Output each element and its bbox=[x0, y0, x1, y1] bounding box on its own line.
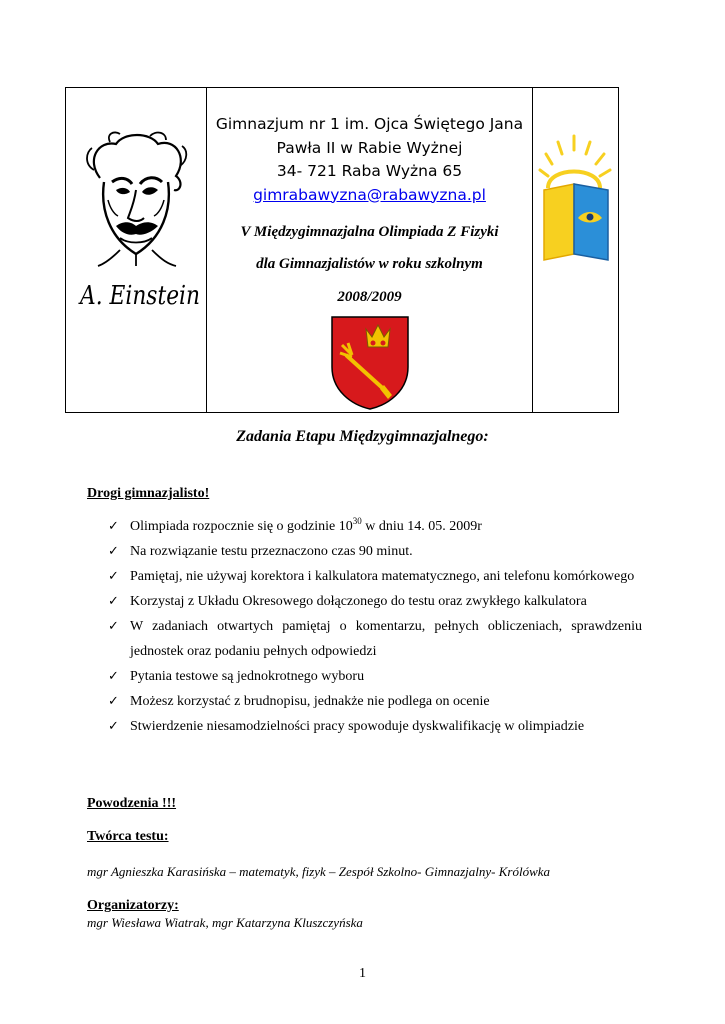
book-sun-logo-icon bbox=[538, 126, 614, 266]
good-luck-text: Powodzenia !!! bbox=[87, 796, 177, 811]
list-item bbox=[108, 614, 642, 664]
list-item bbox=[108, 514, 642, 539]
checkmark-icon: ✓ bbox=[108, 619, 119, 634]
author-text: mgr Agnieszka Karasińska – matematyk, fizyk – Zespół Szkolno- Gimnazjalny- Królówka bbox=[87, 864, 551, 879]
school-year: 2008/2009 bbox=[337, 288, 402, 305]
checkmark-icon: ✓ bbox=[108, 694, 119, 709]
rule-text: Pamiętaj, nie używaj korektora i kalkulatora matematycznego, ani telefonu komórkowego bbox=[130, 569, 635, 584]
rule-text: Możesz korzystać z brudnopisu, jednakże nie podlega on ocenie bbox=[130, 694, 490, 709]
rule-text: Pytania testowe są jednokrotnego wyboru bbox=[130, 669, 365, 684]
list-item bbox=[108, 564, 642, 589]
organizers-text: mgr Wiesława Wiatrak, mgr Katarzyna Kluszczyńska bbox=[87, 915, 363, 930]
rule-text: W zadaniach otwartych pamiętaj o komentarzu, pełnych obliczeniach, sprawdzeniu jednostek oraz podaniu pełnych odpowiedzi bbox=[130, 619, 642, 659]
list-item bbox=[108, 589, 642, 614]
rules-list bbox=[108, 514, 642, 739]
checkmark-icon: ✓ bbox=[108, 544, 119, 559]
einstein-portrait-icon bbox=[80, 130, 192, 270]
rule-text: Olimpiada rozpocznie się o godzinie 10 bbox=[130, 519, 353, 534]
checkmark-icon: ✓ bbox=[108, 519, 119, 534]
school-name-line2: Pawła II w Rabie Wyżnej bbox=[276, 138, 463, 157]
list-item bbox=[108, 539, 642, 564]
rule-text: Korzystaj z Układu Okresowego dołączonego do testu oraz zwykłego kalkulatora bbox=[130, 594, 587, 609]
olympiad-subtitle: dla Gimnazjalistów w roku szkolnym bbox=[256, 256, 483, 272]
stage-title: Zadania Etapu Międzygimnazjalnego: bbox=[236, 428, 489, 445]
checkmark-icon: ✓ bbox=[108, 669, 119, 684]
checkmark-icon: ✓ bbox=[108, 719, 119, 734]
checkmark-icon: ✓ bbox=[108, 569, 119, 584]
greeting: Drogi gimnazjalisto! bbox=[87, 486, 210, 501]
signature-text: A. Einstein bbox=[78, 281, 200, 311]
school-name-line1: Gimnazjum nr 1 im. Ojca Świętego Jana bbox=[215, 115, 524, 133]
rule-text: w dniu 14. 05. 2009r bbox=[361, 519, 482, 534]
einstein-signature bbox=[76, 274, 204, 316]
list-item bbox=[108, 689, 642, 714]
list-item bbox=[108, 664, 642, 689]
rule-superscript: 30 bbox=[352, 516, 362, 526]
coat-of-arms-icon bbox=[330, 315, 410, 411]
rule-text: Na rozwiązanie testu przeznaczono czas 90 minut. bbox=[130, 544, 413, 559]
header-table bbox=[65, 87, 619, 413]
rule-text: Stwierdzenie niesamodzielności pracy spowoduje dyskwalifikację w olimpiadzie bbox=[130, 719, 585, 734]
checkmark-icon: ✓ bbox=[108, 594, 119, 609]
school-logo-cell bbox=[532, 88, 618, 412]
school-info-cell bbox=[207, 88, 532, 412]
list-item bbox=[108, 714, 642, 739]
olympiad-title: V Międzygimnazjalna Olimpiada Z Fizyki bbox=[240, 223, 499, 240]
school-address: 34- 721 Raba Wyżna 65 bbox=[276, 162, 463, 180]
school-email-link[interactable]: gimrabawyzna@rabawyzna.pl bbox=[253, 185, 486, 204]
author-heading: Twórca testu: bbox=[87, 829, 169, 844]
einstein-cell bbox=[66, 88, 207, 412]
page-number: 1 bbox=[359, 966, 366, 981]
organizers-heading: Organizatorzy: bbox=[87, 898, 179, 913]
